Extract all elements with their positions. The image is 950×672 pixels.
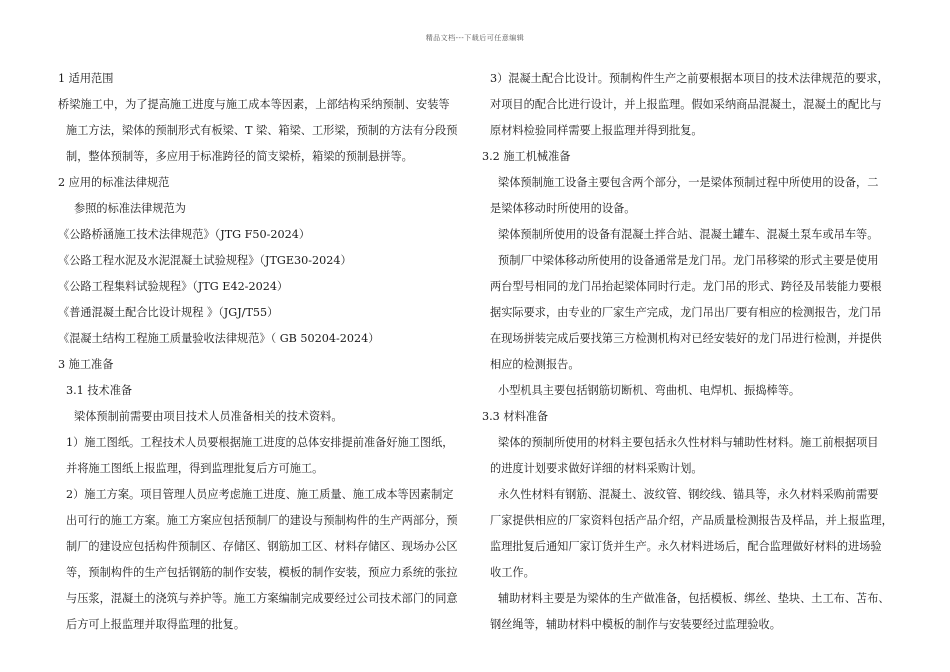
- text-line: 预制厂中梁体移动所使用的设备通常是龙门吊。龙门吊移梁的形式主要是使用: [498, 254, 879, 267]
- text-line: 2）施工方案。项目管理人员应考虑施工进度、施工质量、施工成本等因素制定: [66, 488, 454, 501]
- text-line: 并将施工图纸上报监理，得到监理批复后方可施工。: [66, 462, 324, 475]
- text-line: 3）混凝土配合比设计。预制构件生产之前要根据本项目的技术法律规范的要求，: [490, 72, 889, 85]
- text-line: 小型机具主要包括钢筋切断机、弯曲机、电焊机、振捣棒等。: [498, 384, 801, 397]
- text-line: 是梁体移动时所使用的设备。: [490, 202, 636, 215]
- text-line: 《公路桥涵施工技术法律规范》（JTG F50-2024）: [58, 228, 311, 241]
- text-line: 施工方法，梁体的预制形式有板梁、T 梁、箱梁、工形梁，预制的方法有分段预: [66, 124, 458, 137]
- text-line: 3.2 施工机械准备: [482, 150, 571, 163]
- left-column: [58, 66, 470, 638]
- text-line: 3.1 技术准备: [66, 384, 133, 397]
- text-line: 1 适用范围: [58, 72, 114, 85]
- text-line: 在现场拼装完成后要找第三方检测机构对已经安装好的龙门吊进行检测，并提供: [490, 332, 882, 345]
- text-line: 1）施工图纸。工程技术人员要根据施工进度的总体安排提前准备好施工图纸，: [66, 436, 454, 449]
- text-line: 钢丝绳等，辅助材料中模板的制作与安装要经过监理验收。: [490, 618, 781, 631]
- page-header: 精品文档---下载后可任意编辑: [425, 34, 525, 42]
- text-line: 收工作。: [490, 566, 535, 579]
- text-line: 梁体预制前需要由项目技术人员准备相关的技术资料。: [74, 410, 343, 423]
- text-line: 永久性材料有钢筋、混凝土、波纹管、钢绞线、锚具等，永久材料采购前需要: [498, 488, 879, 501]
- text-line: 后方可上报监理并取得监理的批复。: [66, 618, 246, 631]
- text-line: 监理批复后通知厂家订货并生产。永久材料进场后，配合监理做好材料的进场验: [490, 540, 882, 553]
- text-line: 厂家提供相应的厂家资料包括产品介绍，产品质量检测报告及样品，并上报监理，: [490, 514, 893, 527]
- text-line: 桥梁施工中，为了提高施工进度与施工成本等因素，上部结构采纳预制、安装等: [58, 98, 450, 111]
- text-line: 梁体预制所使用的设备有混凝土拌合站、混凝土罐车、混凝土泵车或吊车等。: [498, 228, 879, 241]
- text-line: 原材料检验同样需要上报监理并得到批复。: [490, 124, 703, 137]
- text-line: 对项目的配合比进行设计，并上报监理。假如采纳商品混凝土，混凝土的配比与: [490, 98, 882, 111]
- right-column: [482, 66, 894, 638]
- text-line: 《公路工程水泥及水泥混凝土试验规程》（JTGE30-2024）: [58, 254, 352, 267]
- text-line: 两台型号相同的龙门吊抬起梁体同时行走。龙门吊的形式、跨径及吊装能力要根: [490, 280, 882, 293]
- text-line: 据实际要求，由专业的厂家生产完成，龙门吊出厂要有相应的检测报告，龙门吊: [490, 306, 882, 319]
- text-line: 与压浆，混凝土的浇筑与养护等。施工方案编制完成要经过公司技术部门的同意: [66, 592, 458, 605]
- text-line: 出可行的施工方案。施工方案应包括预制厂的建设与预制构件的生产两部分，预: [66, 514, 458, 527]
- text-line: 制，整体预制等，多应用于标准跨径的简支梁桥，箱梁的预制悬拼等。: [66, 150, 413, 163]
- text-line: 梁体的预制所使用的材料主要包括永久性材料与辅助性材料。施工前根据项目: [498, 436, 879, 449]
- text-line: 2 应用的标准法律规范: [58, 176, 170, 189]
- text-line: 《普通混凝土配合比设计规程 》（JGJ/T55）: [58, 306, 279, 319]
- text-line: 《混凝土结构工程施工质量验收法律规范》（ GB 50204-2024）: [58, 332, 380, 345]
- text-line: 3 施工准备: [58, 358, 114, 371]
- text-line: 制厂的建设应包括构件预制区、存储区、钢筋加工区、材料存储区、现场办公区: [66, 540, 458, 553]
- text-line: 梁体预制施工设备主要包含两个部分，一是梁体预制过程中所使用的设备，二: [498, 176, 879, 189]
- text-line: 的进度计划要求做好详细的材料采购计划。: [490, 462, 703, 475]
- text-line: 等，预制构件的生产包括钢筋的制作安装，模板的制作安装，预应力系统的张拉: [66, 566, 458, 579]
- text-line: 相应的检测报告。: [490, 358, 580, 371]
- text-line: 3.3 材料准备: [482, 410, 549, 423]
- text-line: 参照的标准法律规范为: [74, 202, 186, 215]
- text-line: 辅助材料主要是为梁体的生产做准备，包括模板、绑丝、垫块、土工布、苫布、: [498, 592, 890, 605]
- text-line: 《公路工程集料试验规程》（JTG E42-2024）: [58, 280, 289, 293]
